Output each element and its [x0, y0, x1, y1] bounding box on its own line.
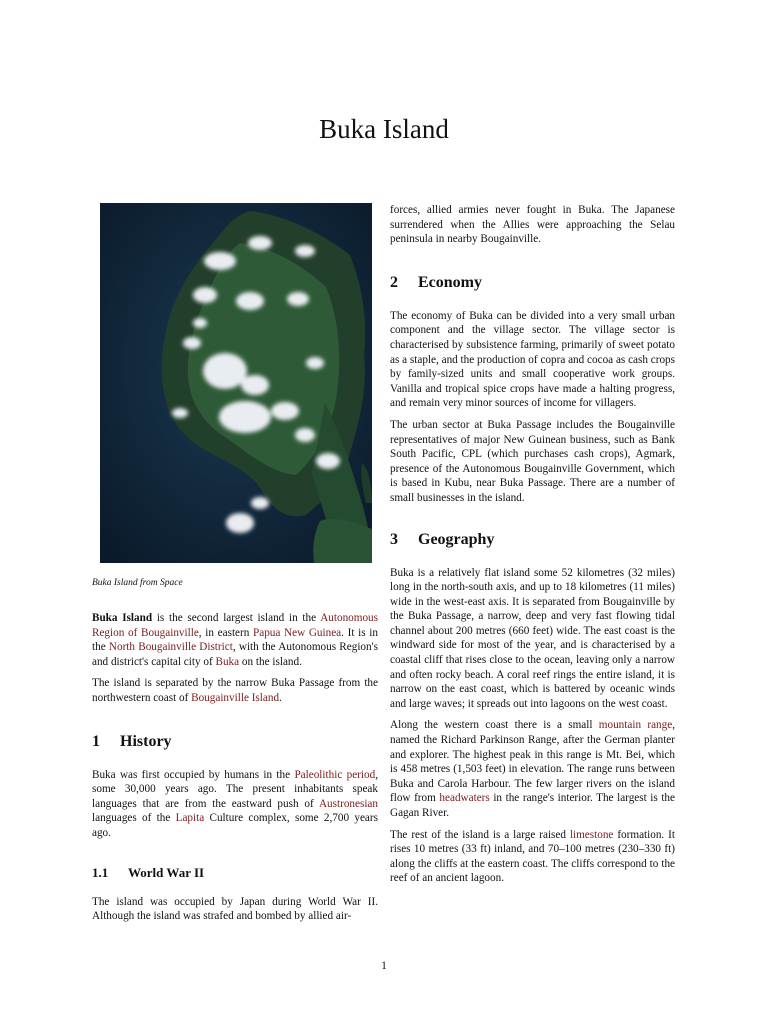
- intro-paragraph-2: The island is separated by the narrow Buka Passage from the northwestern coast of Bougainville Island.: [92, 677, 378, 704]
- continuation-paragraph: forces, allied armies never fought in Buka. The Japanese surrendered when the Allies were approaching the Selau peninsula in nearby Bougainville.: [390, 204, 675, 246]
- link-autonomous-region[interactable]: Autonomous Region of Bougainville: [92, 612, 379, 639]
- link-austronesian[interactable]: Austronesian: [318, 797, 378, 810]
- link-north-bougainville-district[interactable]: North Bougainville District: [108, 641, 233, 654]
- history-paragraph-1: Buka was first occupied by humans in the Paleolithic period, some 30,000 years ago. The present inhabitants speak languages that are from the eastward push of Austronesian languages of the Lapita Culture complex, some 2,700 years ago.: [92, 768, 378, 839]
- link-limestone[interactable]: limestone: [569, 828, 614, 841]
- section-heading-economy: 2 Economy: [390, 273, 482, 291]
- geography-paragraph-1: Buka is a relatively flat island some 52 kilometres (32 miles) long in the north-south axis, and up to 18 kilometres (11 miles) wide in the west-east axis. It is separated from Bougainville by the Buka Passage, a narrow, deep and very fast flowing tidal channel about 200 metres (660 feet) wide. The east coast is the windward side for most of the year, and is characterised by a coastal cliff that rises close to the ocean, leaving only a narrow and often rocky beach. A coral reef rings the entire island, it is narrow on the east coast, which is battered by oceanic winds and large waves; it spreads out into lagoons on the west coast.: [390, 566, 675, 710]
- link-buka[interactable]: Buka: [215, 655, 240, 668]
- right-column: [390, 203, 675, 893]
- section-heading-history: 1 History: [92, 732, 172, 750]
- intro-bold-term: Buka Island: [92, 612, 153, 624]
- satellite-image: [100, 203, 372, 563]
- link-papua-new-guinea[interactable]: Papua New Guinea: [253, 626, 342, 639]
- intro-paragraph-1: Buka Island is the second largest island in the Autonomous Region of Bougainville, in eastern Papua New Guinea. It is in the North Bougainville District, with the Autonomous Region's and district's capital city of Buka on the island.: [92, 612, 379, 668]
- economy-paragraph-1: The economy of Buka can be divided into a very small urban component and the village sector. The village sector is characterised by subsistence farming, primarily of sweet potato as a staple, and the production of copra and cocoa as cash crops by family-sized units and small cooperative work groups. Vanilla and tropical spice crops have made a halting progress, and remain very minor sources of income for villagers.: [390, 309, 675, 410]
- economy-paragraph-2: The urban sector at Buka Passage includes the Bougainville representatives of major New Guinean business, such as Bank South Pacific, CPL (which purchases cash crops), Agmark, presence of the Autonomous Bougainville Government, which is based in Kubu, near Buka Passage. There are a number of small businesses in the island.: [390, 418, 675, 504]
- page-title: Buka Island: [319, 114, 449, 144]
- figure-caption: Buka Island from Space: [92, 578, 183, 588]
- world-war-ii-paragraph: The island was occupied by Japan during World War II. Although the island was strafed and bombed by allied air-: [92, 895, 378, 923]
- link-mountain-range[interactable]: mountain range: [598, 719, 673, 732]
- geography-paragraph-2: Along the western coast there is a small mountain range, named the Richard Parkinson Range, after the German planter and explorer. The highest peak in this range is Mt. Bei, which is 458 metres (1,503 feet) in elevation. The range runs between Buka and Carola Harbour. The few larger rivers on the island flow from headwaters in the range's interior. The largest is the Gagan River.: [390, 719, 675, 819]
- geography-paragraph-3: The rest of the island is a large raised limestone formation. It rises 10 metres (33 ft) inland, and 70–100 metres (230–330 ft) along the cliffs at the eastern coast. The cliffs correspond to the reef of an ancient lagoon.: [390, 828, 675, 885]
- page-number: 1: [381, 960, 387, 972]
- subsection-heading-world-war-ii: 1.1 World War II: [92, 864, 205, 880]
- link-headwaters[interactable]: headwaters: [439, 792, 490, 805]
- section-heading-geography: 3 Geography: [390, 530, 495, 548]
- left-column: [92, 203, 378, 931]
- link-bougainville-island[interactable]: Bougainville Island: [191, 691, 280, 704]
- link-paleolithic-period[interactable]: Paleolithic period: [294, 768, 376, 781]
- link-lapita[interactable]: Lapita: [175, 812, 205, 825]
